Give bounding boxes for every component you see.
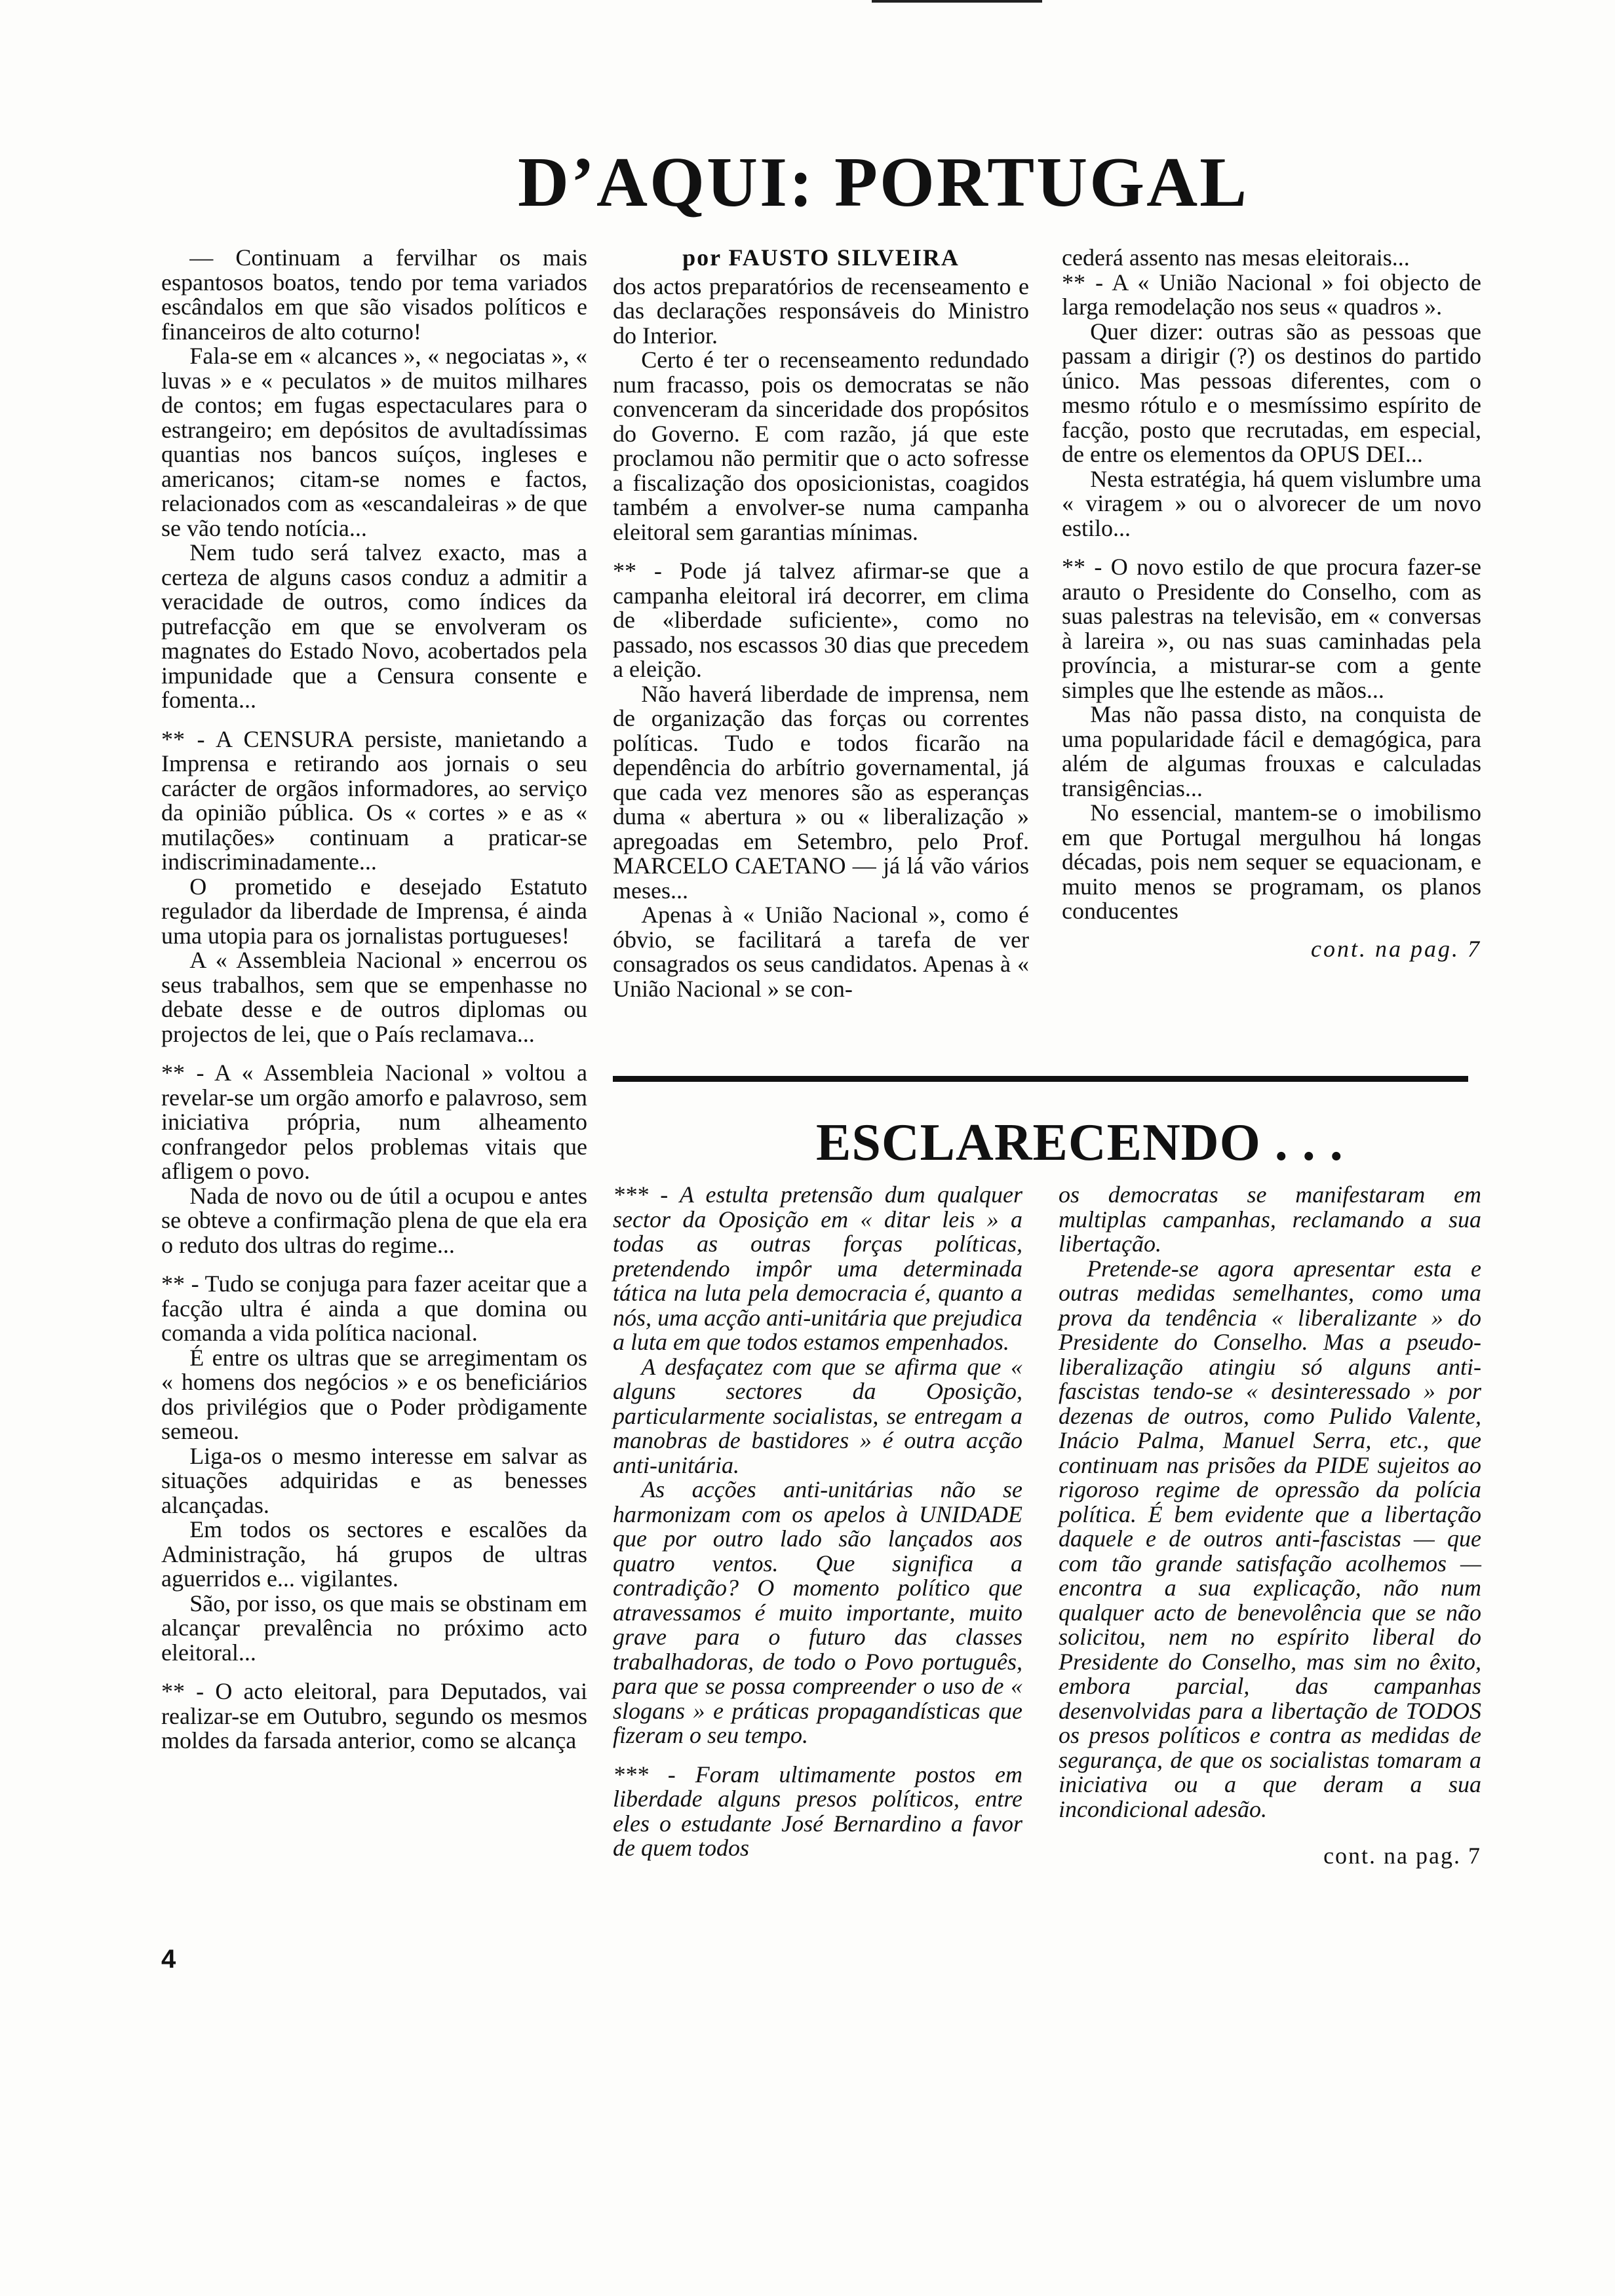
paragraph: dos actos preparatórios de recenseamento e das declarações responsáveis do Ministro do Interior. bbox=[613, 273, 1029, 349]
paragraph: Não haverá liberdade de imprensa, nem de organização das forças ou correntes políticas. Tudo e todos ficarão na dependência do arbítrio governamental, já que cada vez menores são as esperanças duma « abertura » ou « liberalização » apregoadas em Setembro, pelo Prof. MARCELO CAETANO — já lá vão vários meses... bbox=[613, 680, 1029, 904]
paragraph: Pretende-se agora apresentar esta e outras medidas semelhantes, como uma prova da tendência « liberalizante » do Presidente do Conselho. Mas a pseudo-liberalização atingiu só alguns anti-fascistas tendo-se « desinteressado » por dezenas de outros, como Pulido Valente, Inácio Palma, Manuel Serra, etc., que continuam nas prisões da PIDE sujeitos ao rigoroso regime de opressão da polícia política. É bem evidente que a libertação daquele e de outros anti-fascistas — que com tão grande satisfação acolhemos — encontra a sua explicação, não num qualquer acto de benevolência que se não solicitou, nem no espírito liberal do Presidente do Conselho, mas sim no êxito, embora parcial, das campanhas desenvolvidas para a libertação de TODOS os presos políticos e contra as medidas de segurança, de que os socialistas tomaram a iniciativa ou a que deram a sua incondicional adesão. bbox=[1059, 1255, 1481, 1822]
paragraph: ** - O novo estilo de que procura fazer-se arauto o Presidente do Conselho, com as suas palestras na televisão, em « conversas à lareira », ou nas suas caminhadas pela província, a misturar-se com a gente simples que lhe estende as mãos... bbox=[1062, 554, 1481, 703]
paragraph: A desfaçatez com que se afirma que « alguns sectores da Oposição, particularmente socialistas, se entregam a manobras de bastidores » é outra acção anti-unitária. bbox=[613, 1353, 1022, 1478]
paragraph: Mas não passa disto, na conquista de uma popularidade fácil e demagógica, para além de algumas frouxas e calculadas transigências... bbox=[1062, 701, 1481, 801]
article1-title: D’AQUI: PORTUGAL bbox=[518, 144, 1249, 221]
article2-title: ESCLARECENDO . . . bbox=[816, 1114, 1344, 1172]
paragraph: As acções anti-unitárias não se harmonizam com os apelos à UNIDADE que por outro lado são lançados aos quatro ventos. Que significa a contradição? O momento político que atravessamos é muito importante, muito grave para o futuro das classes trabalhadoras, de todo o Povo português, para que se possa compreender o uso de « slogans » e práticas propagandísticas que fizeram o seu tempo. bbox=[613, 1476, 1022, 1748]
article2-column-2 bbox=[1059, 1183, 1481, 1869]
paragraph: ** - A CENSURA persiste, manietando a Imprensa e retirando aos jornais o seu carácter de orgãos informadores, ao serviço da opinião pública. Os « cortes » e as « mutilações» continuam a praticar-se indiscriminadamente... bbox=[161, 725, 587, 875]
paragraph: ** - A « União Nacional » foi objecto de larga remodelação nos seus « quadros ». bbox=[1062, 269, 1481, 320]
paragraph: No essencial, mantem-se o imobilismo em que Portugal mergulhou há longas décadas, pois nem sequer se equacionam, e muito menos se programam, os planos conducentes bbox=[1062, 799, 1481, 924]
paragraph: cederá assento nas mesas eleitorais... bbox=[1062, 244, 1410, 271]
paragraph: Quer dizer: outras são as pessoas que passam a dirigir (?) os destinos do partido único. Mas pessoas diferentes, com o mesmo rótulo e o mesmíssimo espírito de facção, posto que recrutadas, em especial, de entre os elementos da OPUS DEI... bbox=[1062, 318, 1481, 467]
article2-column-1 bbox=[613, 1183, 1022, 1861]
continued-note: cont. na pag. 7 bbox=[1311, 935, 1481, 962]
paragraph: Certo é ter o recenseamento redundado num fracasso, pois os democratas se não convenceram da sinceridade dos propósitos do Governo. E com razão, já que este proclamou não permitir que o acto sofresse a fiscalização dos oposicionistas, coagidos também a envolver-se numa campanha eleitoral sem garantias mínimas. bbox=[613, 347, 1029, 545]
paragraph: — Continuam a fervilhar os mais espantosos boatos, tendo por tema variados escândalos em que são visados políticos e financeiros de alto coturno! bbox=[161, 244, 587, 345]
paragraph: *** - Foram ultimamente postos em liberdade alguns presos políticos, entre eles o estudante José Bernardino a favor de quem todos bbox=[613, 1761, 1022, 1861]
paragraph: Nada de novo ou de útil a ocupou e antes se obteve a confirmação plena de que ela era o reduto dos ultras do regime... bbox=[161, 1182, 587, 1258]
top-rule bbox=[872, 0, 1042, 3]
paragraph: O prometido e desejado Estatuto regulador da liberdade de Imprensa, é ainda uma utopia para os jornalistas portugueses! bbox=[161, 873, 587, 949]
paragraph: Apenas à « União Nacional », como é óbvio, se facilitará a tarefa de ver consagrados os seus candidatos. Apenas à « União Nacional » se con- bbox=[613, 902, 1029, 1002]
article1-column-1 bbox=[161, 246, 587, 1753]
paragraph: os democratas se manifestaram em multiplas campanhas, reclamando a sua libertação. bbox=[1059, 1181, 1481, 1257]
continued-note: cont. na pag. 7 bbox=[1323, 1843, 1481, 1869]
paragraph: Nem tudo será talvez exacto, mas a certeza de alguns casos conduz a admitir a veracidade de outros, como índices da putrefacção em que se envolveram os magnates do Estado Novo, acobertados pela impunidade que a Censura consente e fomenta... bbox=[161, 539, 587, 713]
article1-column-2 bbox=[613, 246, 1029, 1001]
paragraph: ** - O acto eleitoral, para Deputados, vai realizar-se em Outubro, segundo os mesmos moldes da farsada anterior, como se alcança bbox=[161, 1678, 587, 1753]
paragraph: Liga-os o mesmo interesse em salvar as situações adquiridas e as benesses alcançadas. bbox=[161, 1442, 587, 1518]
paragraph: Fala-se em « alcances », « negociatas », « luvas » e « peculatos » de muitos milhares de contos; em fugas espectaculares para o estrangeiro; em depósitos de avultadíssimas quantias nos bancos suíços, ingleses e americanos; citam-se nomes e factos, relacionados com as «escandaleiras » de que se vão tendo notícia... bbox=[161, 343, 587, 541]
paragraph: *** - A estulta pretensão dum qualquer sector da Oposição em « ditar leis » a todas as outras forças políticas, pretendendo impôr uma determinada tática na luta pela democracia é, quanto a nós, uma acção anti-unitária que prejudica a luta em que todos estamos empenhados. bbox=[613, 1181, 1022, 1355]
paragraph: Em todos os sectores e escalões da Administração, há grupos de ultras aguerridos e... vigilantes. bbox=[161, 1516, 587, 1592]
paragraph: ** - Tudo se conjuga para fazer aceitar que a facção ultra é ainda a que domina ou comanda a vida política nacional. bbox=[161, 1271, 587, 1346]
paragraph: É entre os ultras que se arregimentam os « homens dos negócios » e os beneficiários dos privilégios que o Poder pròdigamente semeou. bbox=[161, 1344, 587, 1444]
article1-column-3 bbox=[1062, 246, 1481, 961]
paragraph: ** - Pode já talvez afirmar-se que a campanha eleitoral irá decorrer, em clima de «liberdade suficiente», como no passado, nos escassos 30 dias que precedem a eleição. bbox=[613, 558, 1029, 682]
paragraph: A « Assembleia Nacional » encerrou os seus trabalhos, sem que se empenhasse no debate desse e de outros diplomas ou projectos de lei, que o País reclamava... bbox=[161, 947, 587, 1047]
paragraph: ** - A « Assembleia Nacional » voltou a revelar-se um orgão amorfo e palavroso, sem iniciativa própria, num alheamento confrangedor pelos problemas vitais que afligem o povo. bbox=[161, 1060, 587, 1184]
section-divider bbox=[613, 1076, 1468, 1082]
paragraph: Nesta estratégia, há quem vislumbre uma « viragem » ou o alvorecer de um novo estilo... bbox=[1062, 465, 1481, 541]
page-number: 4 bbox=[161, 1945, 176, 1974]
paragraph: São, por isso, os que mais se obstinam em alcançar prevalência no próximo acto eleitoral... bbox=[161, 1590, 587, 1666]
byline: por FAUSTO SILVEIRA bbox=[682, 244, 960, 271]
